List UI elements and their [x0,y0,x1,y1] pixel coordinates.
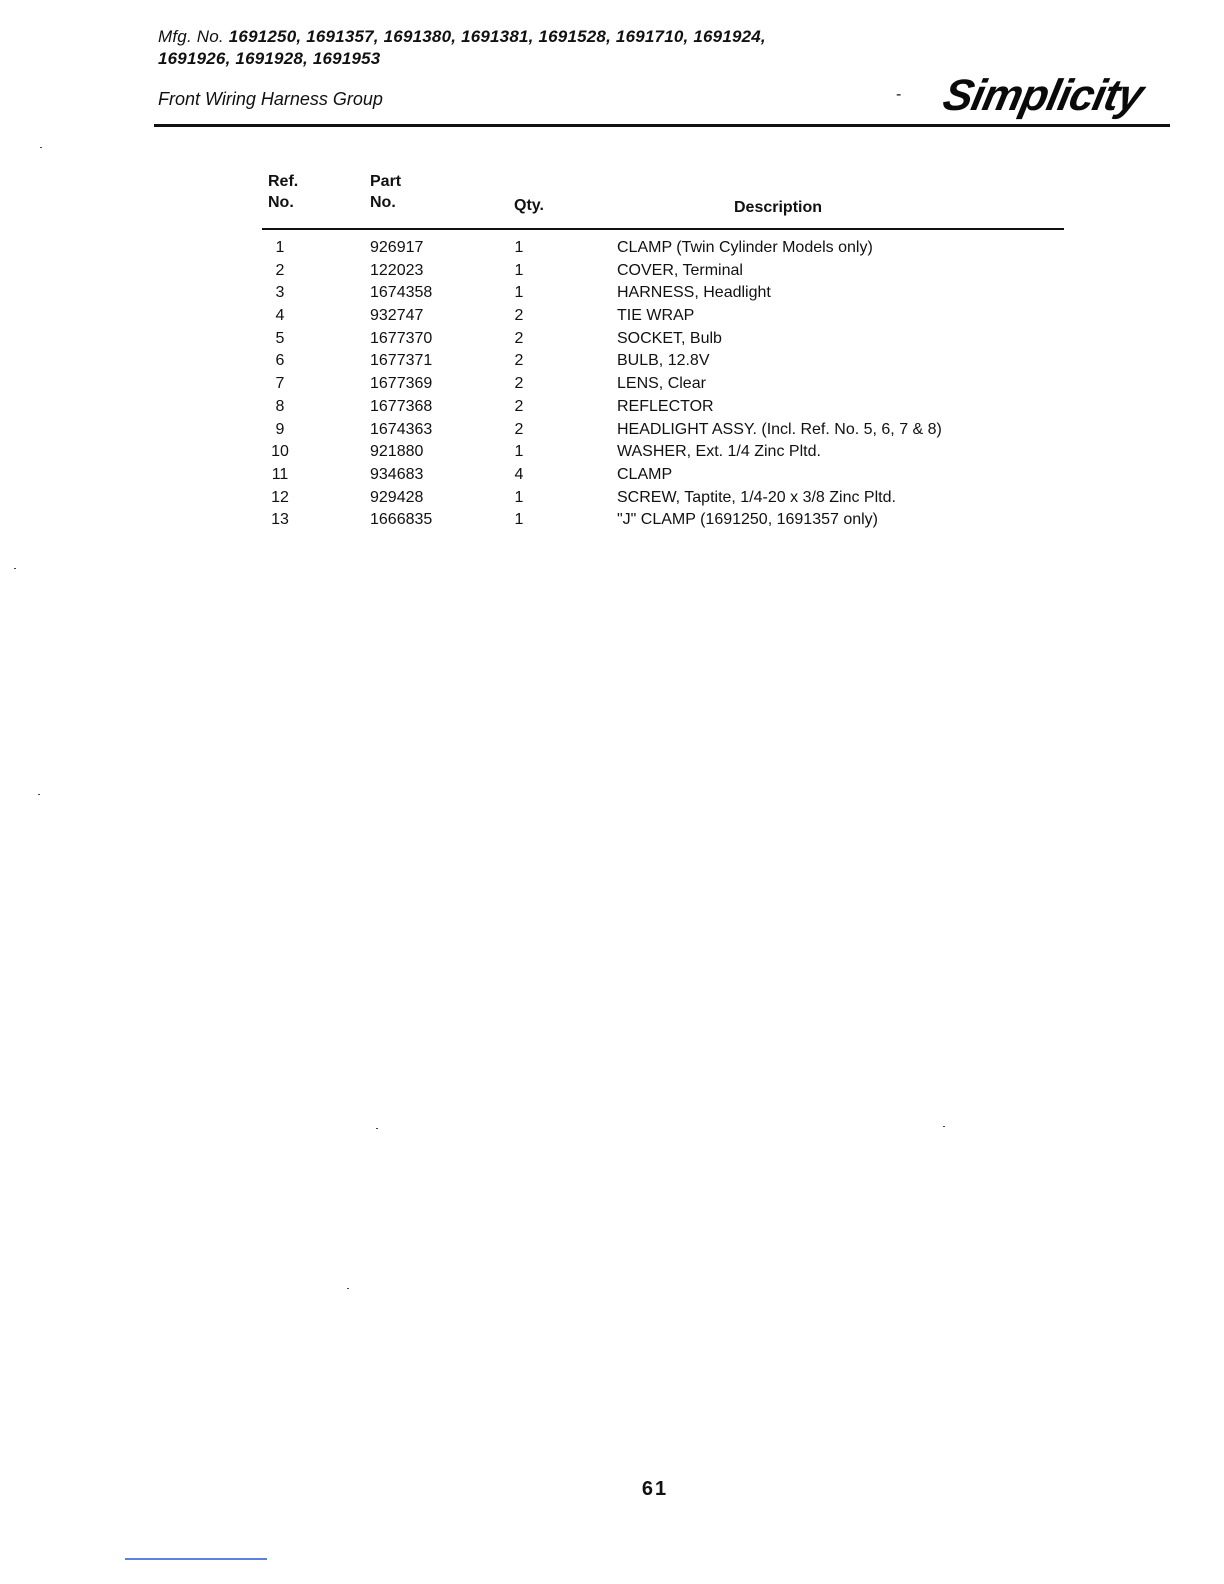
part-cell: 934683 [370,465,424,483]
part-header-bottom: No. [370,194,396,211]
part-cell: 1677369 [370,375,433,393]
table-row [0,350,1224,373]
description-cell: WASHER, Ext. 1/4 Zinc Pltd. [617,443,821,461]
ref-cell: 13 [271,511,289,529]
description-cell: TIE WRAP [617,307,695,325]
header-rule [154,124,1170,127]
ref-no-header [268,171,298,213]
part-cell: 1666835 [370,511,433,529]
table-header-rule [262,228,1064,230]
part-cell: 921880 [370,443,424,461]
mfg-numbers-line1: 1691250, 1691357, 1691380, 1691381, 1691528, 1691710, 1691924, [228,27,766,46]
description-cell: HEADLIGHT ASSY. (Incl. Ref. No. 5, 6, 7 & 8) [617,420,942,438]
qty-cell: 1 [514,284,524,302]
part-cell: 1677368 [370,397,433,415]
description-cell: "J" CLAMP (1691250, 1691357 only) [617,511,879,529]
table-row [0,396,1224,419]
description-header: Description [734,199,823,216]
description-cell: SCREW, Taptite, 1/4-20 x 3/8 Zinc Pltd. [617,488,896,506]
qty-cell: 1 [514,443,524,461]
group-title: Front Wiring Harness Group [158,89,383,109]
table-row [0,419,1224,442]
table-row [0,328,1224,351]
ref-cell: 11 [271,465,289,483]
description-cell: LENS, Clear [617,375,706,393]
part-no-header [370,171,401,213]
qty-cell: 2 [514,329,524,347]
ref-cell: 2 [275,261,285,279]
qty-cell: 2 [514,307,524,325]
part-cell: 1677371 [370,352,433,370]
description-cell: CLAMP (Twin Cylinder Models only) [617,239,873,256]
ref-cell: 1 [275,239,285,256]
part-cell: 929428 [370,488,424,506]
qty-cell: 1 [514,488,524,506]
parts-table-body [0,237,1224,532]
table-row [0,305,1224,328]
qty-cell: 2 [514,352,524,370]
scan-speck [943,1126,945,1127]
part-cell: 932747 [370,307,424,325]
table-row [0,487,1224,510]
description-cell: BULB, 12.8V [617,352,710,370]
part-cell: 926917 [370,239,424,256]
page-number: 61 [641,1478,669,1500]
table-row [0,373,1224,396]
ref-cell: 12 [271,488,289,506]
part-cell: 1674358 [370,284,433,302]
ref-cell: 9 [275,420,285,438]
qty-header: Qty. [514,197,544,214]
table-row [0,509,1224,532]
ref-cell: 10 [271,443,289,461]
description-cell: COVER, Terminal [617,261,743,279]
description-cell: REFLECTOR [617,397,714,415]
ref-cell: 6 [275,352,285,370]
table-row [0,282,1224,305]
description-cell: CLAMP [617,465,673,483]
part-header-top: Part [370,173,402,190]
description-cell: HARNESS, Headlight [617,284,771,302]
ref-cell: 7 [275,375,285,393]
qty-cell: 1 [514,261,524,279]
ref-cell: 5 [275,329,285,347]
qty-cell: 2 [514,397,524,415]
ref-cell: 4 [275,307,285,325]
scan-speck [347,1288,349,1289]
ref-cell: 3 [275,284,285,302]
mfg-numbers [158,26,918,70]
part-cell: 122023 [370,261,424,279]
qty-cell: 2 [514,420,524,438]
mfg-line-1 [158,26,918,48]
mfg-label: Mfg. No. [158,27,224,46]
qty-cell: 1 [514,239,524,256]
scan-speck [40,147,42,148]
ref-header-bottom: No. [268,194,294,211]
simplicity-logo: Simplicity [938,71,1148,120]
qty-cell: 1 [514,511,524,529]
table-row [0,464,1224,487]
qty-cell: 2 [514,375,524,393]
mfg-numbers-line2: 1691926, 1691928, 1691953 [158,49,381,68]
table-row [0,260,1224,283]
part-cell: 1677370 [370,329,433,347]
part-cell: 1674363 [370,420,433,438]
table-row [0,441,1224,464]
scan-speck [14,568,16,569]
table-row [0,237,1224,260]
header-dash: - [896,86,902,103]
ref-header-top: Ref. [268,173,299,190]
description-cell: SOCKET, Bulb [617,329,722,347]
footer-line [125,1558,267,1560]
scan-speck [38,794,40,795]
qty-cell: 4 [514,465,524,483]
ref-cell: 8 [275,397,285,415]
scan-speck [376,1128,378,1129]
